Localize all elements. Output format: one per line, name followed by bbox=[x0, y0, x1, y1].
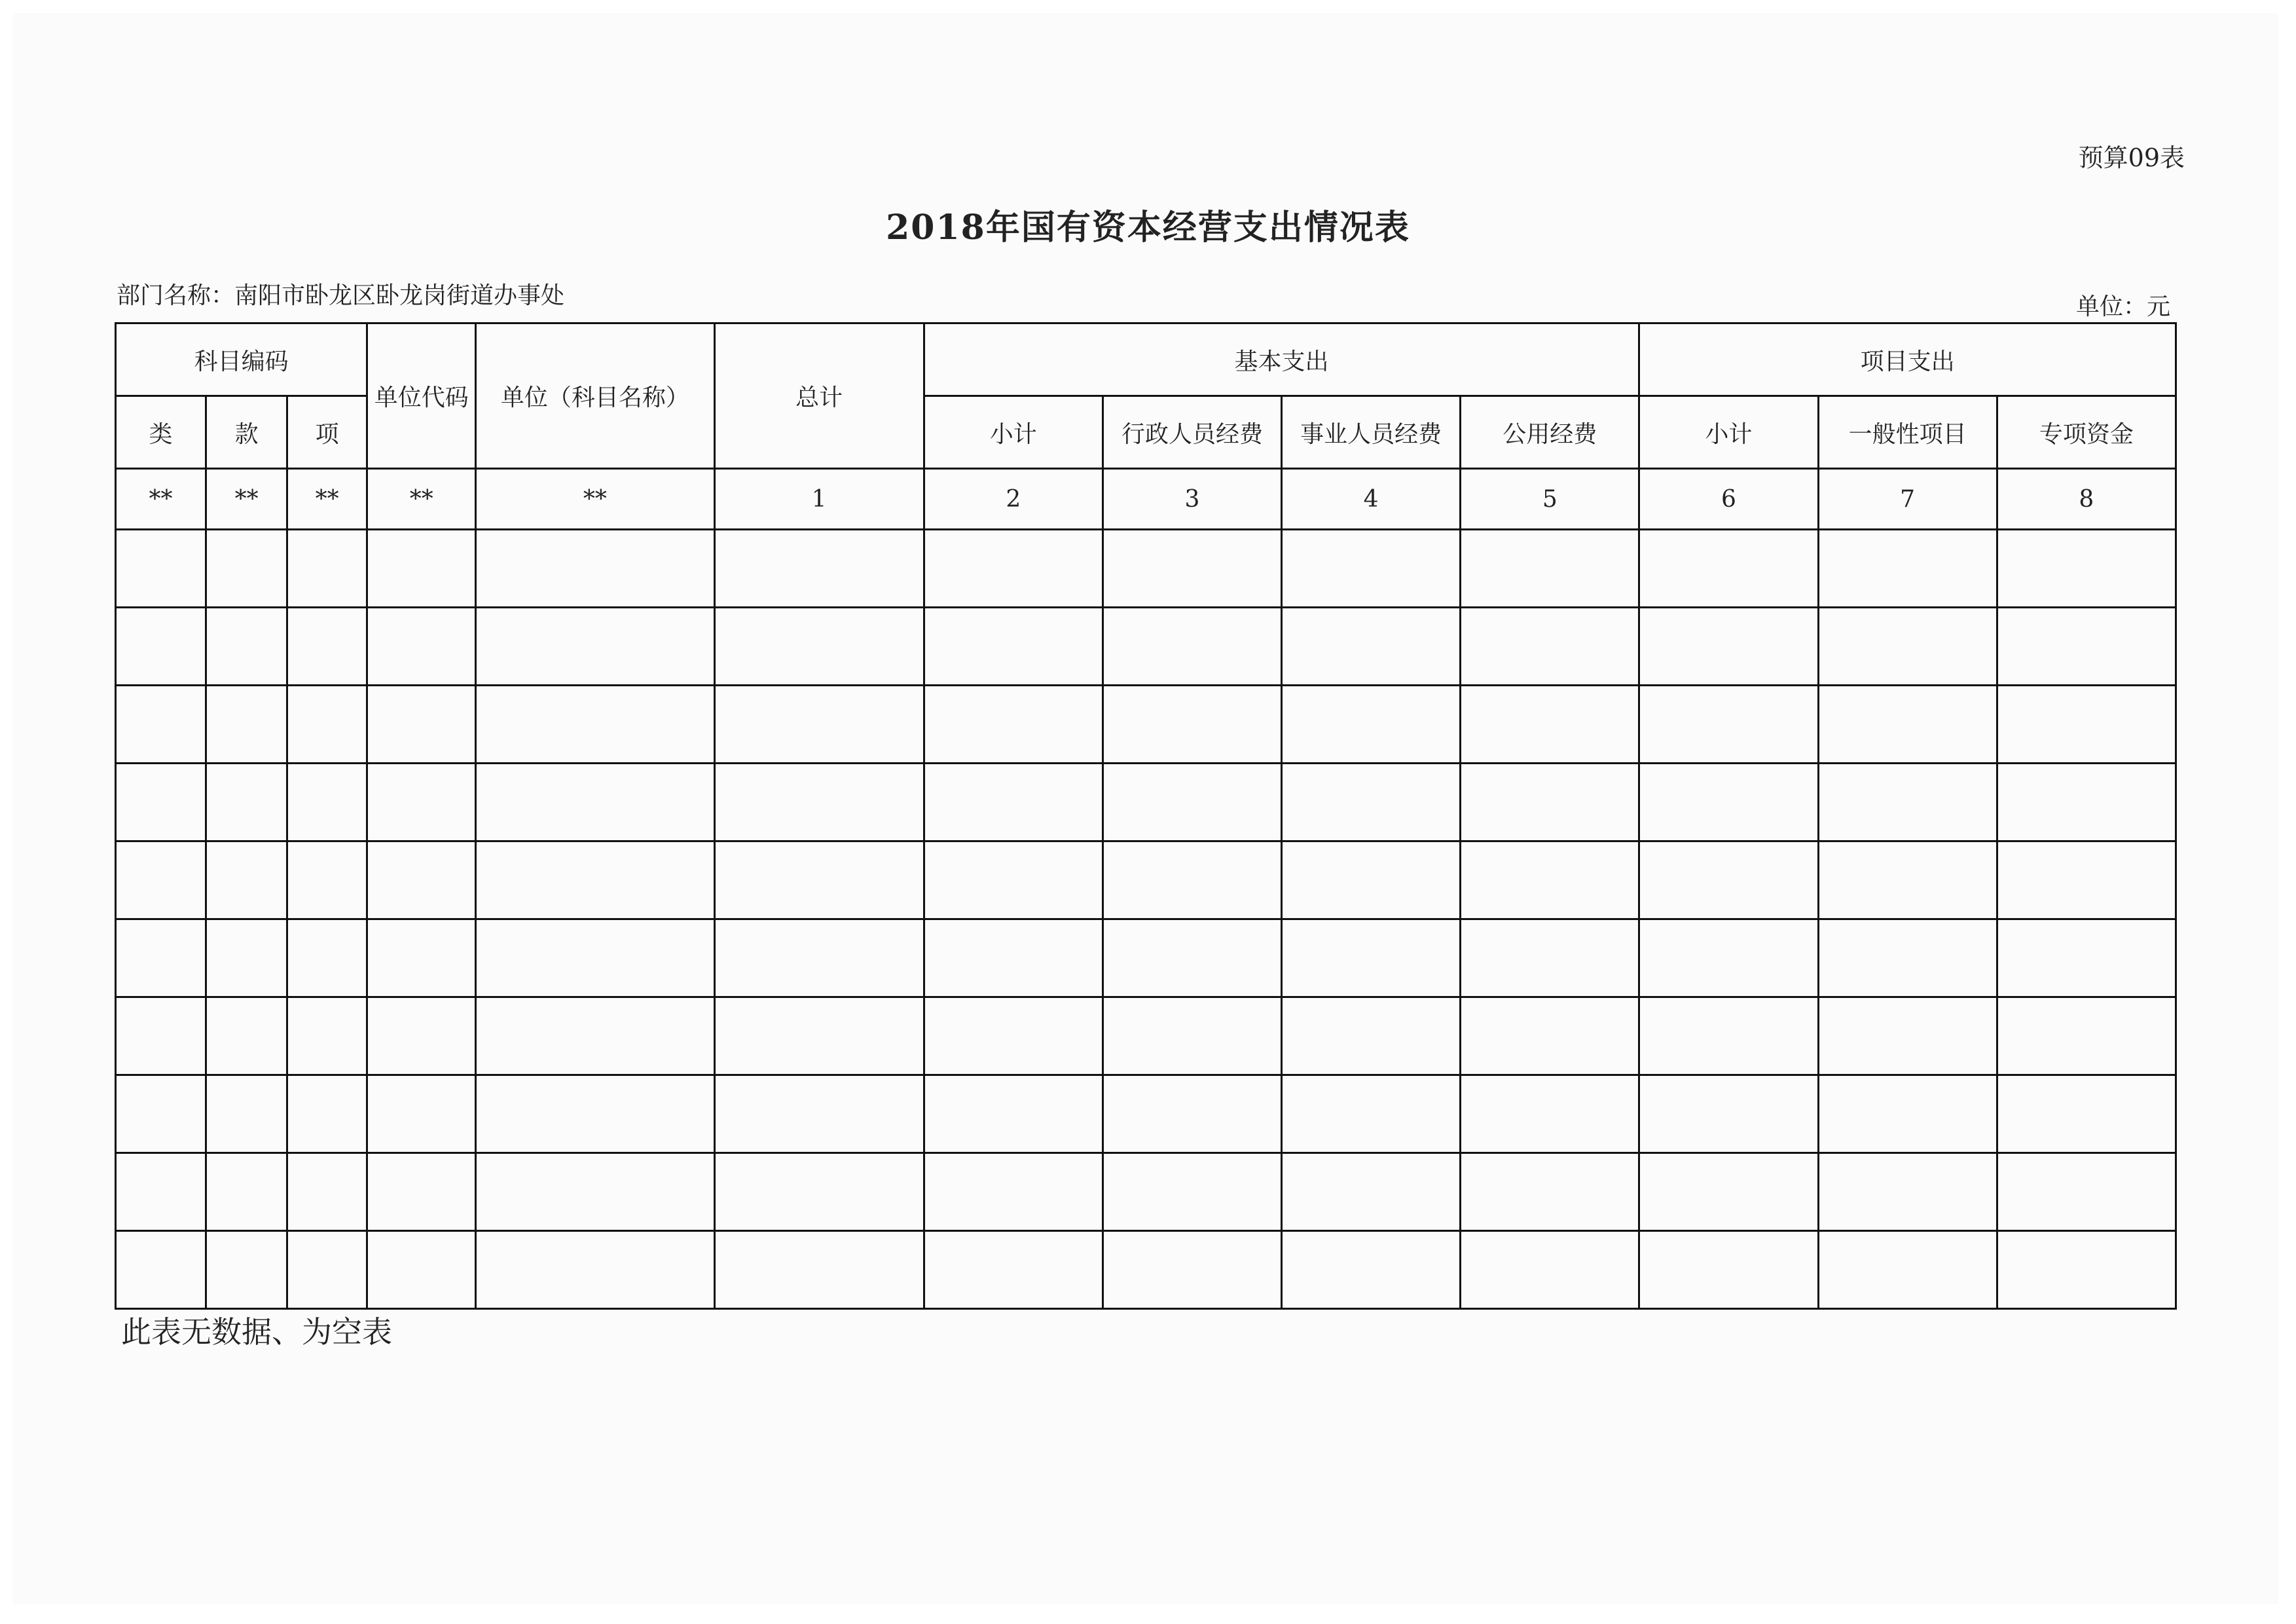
empty-cell bbox=[1997, 686, 2176, 764]
empty-cell bbox=[1639, 608, 1818, 686]
index-cell: 1 bbox=[714, 469, 924, 530]
empty-cell bbox=[1997, 764, 2176, 841]
empty-cell bbox=[1461, 919, 1639, 997]
index-cell: 5 bbox=[1461, 469, 1639, 530]
empty-cell bbox=[1282, 919, 1461, 997]
empty-cell bbox=[476, 530, 714, 608]
header-unit-name: 单位（科目名称） bbox=[476, 323, 714, 469]
header-basic-expenditure: 基本支出 bbox=[924, 323, 1639, 396]
empty-cell bbox=[476, 686, 714, 764]
empty-cell bbox=[1639, 686, 1818, 764]
empty-cell bbox=[1818, 1075, 1997, 1153]
table-row bbox=[116, 919, 2176, 997]
empty-cell bbox=[1282, 997, 1461, 1075]
empty-cell bbox=[1997, 530, 2176, 608]
empty-cell bbox=[924, 1153, 1102, 1231]
table-row bbox=[116, 530, 2176, 608]
empty-cell bbox=[924, 530, 1102, 608]
empty-cell bbox=[287, 686, 367, 764]
header-general-project: 一般性项目 bbox=[1818, 396, 1997, 469]
empty-cell bbox=[367, 1075, 476, 1153]
empty-cell bbox=[1102, 919, 1281, 997]
page-title: 2018年国有资本经营支出情况表 bbox=[886, 208, 1410, 248]
empty-cell bbox=[287, 530, 367, 608]
empty-cell bbox=[1639, 1153, 1818, 1231]
empty-cell bbox=[116, 530, 206, 608]
empty-cell bbox=[476, 608, 714, 686]
empty-table-note: 此表无数据、为空表 bbox=[121, 1314, 392, 1350]
header-project-subtotal: 小计 bbox=[1639, 396, 1818, 469]
empty-cell bbox=[287, 1153, 367, 1231]
empty-cell bbox=[206, 530, 287, 608]
index-cell: ** bbox=[116, 469, 206, 530]
empty-cell bbox=[1102, 1231, 1281, 1309]
empty-cell bbox=[367, 764, 476, 841]
empty-cell bbox=[714, 841, 924, 919]
empty-cell bbox=[476, 841, 714, 919]
empty-cell bbox=[1102, 1075, 1281, 1153]
empty-cell bbox=[714, 997, 924, 1075]
empty-cell bbox=[1461, 997, 1639, 1075]
index-cell: 4 bbox=[1282, 469, 1461, 530]
empty-cell bbox=[1461, 1231, 1639, 1309]
empty-cell bbox=[924, 997, 1102, 1075]
empty-cell bbox=[1818, 919, 1997, 997]
empty-cell bbox=[367, 686, 476, 764]
empty-cell bbox=[1997, 1231, 2176, 1309]
header-item: 项 bbox=[287, 396, 367, 469]
header-total: 总计 bbox=[714, 323, 924, 469]
empty-cell bbox=[1282, 1153, 1461, 1231]
empty-cell bbox=[1461, 1075, 1639, 1153]
empty-cell bbox=[924, 1231, 1102, 1309]
empty-cell bbox=[476, 997, 714, 1075]
empty-cell bbox=[1461, 1153, 1639, 1231]
empty-cell bbox=[714, 608, 924, 686]
empty-cell bbox=[714, 919, 924, 997]
empty-cell bbox=[116, 1231, 206, 1309]
empty-cell bbox=[116, 841, 206, 919]
empty-cell bbox=[287, 608, 367, 686]
table-row bbox=[116, 608, 2176, 686]
header-admin-staff: 行政人员经费 bbox=[1102, 396, 1281, 469]
empty-cell bbox=[1818, 686, 1997, 764]
table-row bbox=[116, 1231, 2176, 1309]
empty-cell bbox=[1282, 841, 1461, 919]
empty-cell bbox=[206, 686, 287, 764]
empty-cell bbox=[1102, 608, 1281, 686]
empty-cell bbox=[1639, 919, 1818, 997]
empty-cell bbox=[1818, 608, 1997, 686]
empty-cell bbox=[206, 1153, 287, 1231]
empty-cell bbox=[1639, 841, 1818, 919]
index-cell: 8 bbox=[1997, 469, 2176, 530]
empty-cell bbox=[1997, 997, 2176, 1075]
empty-cell bbox=[1102, 997, 1281, 1075]
empty-cell bbox=[206, 997, 287, 1075]
empty-cell bbox=[116, 997, 206, 1075]
empty-cell bbox=[116, 919, 206, 997]
empty-cell bbox=[1997, 1075, 2176, 1153]
empty-cell bbox=[206, 1075, 287, 1153]
empty-cell bbox=[367, 1231, 476, 1309]
index-cell: ** bbox=[287, 469, 367, 530]
empty-cell bbox=[1818, 764, 1997, 841]
empty-cell bbox=[367, 841, 476, 919]
empty-cell bbox=[367, 919, 476, 997]
empty-cell bbox=[1639, 764, 1818, 841]
empty-cell bbox=[714, 530, 924, 608]
empty-cell bbox=[1102, 686, 1281, 764]
empty-cell bbox=[1818, 997, 1997, 1075]
empty-cell bbox=[476, 1153, 714, 1231]
empty-cell bbox=[367, 530, 476, 608]
empty-cell bbox=[1639, 1075, 1818, 1153]
header-public-funds: 公用经费 bbox=[1461, 396, 1639, 469]
empty-cell bbox=[367, 608, 476, 686]
empty-cell bbox=[287, 919, 367, 997]
empty-cell bbox=[116, 1075, 206, 1153]
header-basic-subtotal: 小计 bbox=[924, 396, 1102, 469]
table-row bbox=[116, 841, 2176, 919]
empty-cell bbox=[1818, 841, 1997, 919]
empty-cell bbox=[714, 686, 924, 764]
index-row bbox=[116, 469, 2176, 530]
empty-cell bbox=[1461, 841, 1639, 919]
header-project-expenditure: 项目支出 bbox=[1639, 323, 2176, 396]
index-cell: ** bbox=[367, 469, 476, 530]
empty-cell bbox=[206, 764, 287, 841]
empty-cell bbox=[1639, 997, 1818, 1075]
index-cell: 2 bbox=[924, 469, 1102, 530]
table-row bbox=[116, 1075, 2176, 1153]
empty-cell bbox=[714, 1075, 924, 1153]
empty-cell bbox=[476, 1075, 714, 1153]
empty-cell bbox=[206, 1231, 287, 1309]
empty-cell bbox=[714, 1231, 924, 1309]
empty-cell bbox=[1818, 530, 1997, 608]
empty-cell bbox=[287, 841, 367, 919]
empty-cell bbox=[476, 1231, 714, 1309]
empty-cell bbox=[1997, 919, 2176, 997]
empty-cell bbox=[1461, 686, 1639, 764]
empty-cell bbox=[1997, 1153, 2176, 1231]
empty-cell bbox=[714, 1153, 924, 1231]
header-section: 款 bbox=[206, 396, 287, 469]
header-unit-code: 单位代码 bbox=[367, 323, 476, 469]
empty-cell bbox=[924, 686, 1102, 764]
empty-cell bbox=[1818, 1153, 1997, 1231]
index-cell: 7 bbox=[1818, 469, 1997, 530]
empty-cell bbox=[206, 608, 287, 686]
empty-rows bbox=[116, 530, 2176, 1309]
empty-cell bbox=[1282, 764, 1461, 841]
empty-cell bbox=[1282, 686, 1461, 764]
empty-cell bbox=[1818, 1231, 1997, 1309]
empty-cell bbox=[116, 1153, 206, 1231]
table-row bbox=[116, 997, 2176, 1075]
empty-cell bbox=[367, 1153, 476, 1231]
empty-cell bbox=[476, 919, 714, 997]
empty-cell bbox=[924, 919, 1102, 997]
empty-cell bbox=[1997, 841, 2176, 919]
empty-cell bbox=[924, 841, 1102, 919]
empty-cell bbox=[714, 764, 924, 841]
table-row bbox=[116, 1153, 2176, 1231]
empty-cell bbox=[1102, 530, 1281, 608]
empty-cell bbox=[206, 919, 287, 997]
currency-unit: 单位：元 bbox=[2075, 293, 2170, 320]
empty-cell bbox=[287, 1075, 367, 1153]
empty-cell bbox=[1997, 608, 2176, 686]
empty-cell bbox=[1282, 1231, 1461, 1309]
index-cell: 6 bbox=[1639, 469, 1818, 530]
empty-cell bbox=[924, 608, 1102, 686]
empty-cell bbox=[1282, 1075, 1461, 1153]
empty-cell bbox=[116, 608, 206, 686]
empty-cell bbox=[287, 1231, 367, 1309]
empty-cell bbox=[116, 764, 206, 841]
empty-cell bbox=[1102, 841, 1281, 919]
empty-cell bbox=[1461, 764, 1639, 841]
empty-cell bbox=[1282, 530, 1461, 608]
form-number: 预算09表 bbox=[2078, 143, 2185, 172]
empty-cell bbox=[924, 764, 1102, 841]
index-cell: 3 bbox=[1102, 469, 1281, 530]
empty-cell bbox=[1639, 1231, 1818, 1309]
empty-cell bbox=[287, 997, 367, 1075]
header-class: 类 bbox=[116, 396, 206, 469]
expenditure-table bbox=[115, 322, 2177, 1310]
table-row bbox=[116, 764, 2176, 841]
empty-cell bbox=[1102, 1153, 1281, 1231]
empty-cell bbox=[1102, 764, 1281, 841]
header-institution-staff: 事业人员经费 bbox=[1282, 396, 1461, 469]
empty-cell bbox=[367, 997, 476, 1075]
empty-cell bbox=[924, 1075, 1102, 1153]
index-cell: ** bbox=[476, 469, 714, 530]
empty-cell bbox=[1282, 608, 1461, 686]
empty-cell bbox=[206, 841, 287, 919]
empty-cell bbox=[476, 764, 714, 841]
header-subject-code: 科目编码 bbox=[116, 323, 367, 396]
table-row bbox=[116, 686, 2176, 764]
empty-cell bbox=[1639, 530, 1818, 608]
empty-cell bbox=[1461, 530, 1639, 608]
empty-cell bbox=[287, 764, 367, 841]
header-special-funds: 专项资金 bbox=[1997, 396, 2176, 469]
empty-cell bbox=[1461, 608, 1639, 686]
department-name: 部门名称：南阳市卧龙区卧龙岗街道办事处 bbox=[117, 282, 565, 309]
empty-cell bbox=[116, 686, 206, 764]
header-row-1 bbox=[116, 323, 2176, 396]
index-cell: ** bbox=[206, 469, 287, 530]
